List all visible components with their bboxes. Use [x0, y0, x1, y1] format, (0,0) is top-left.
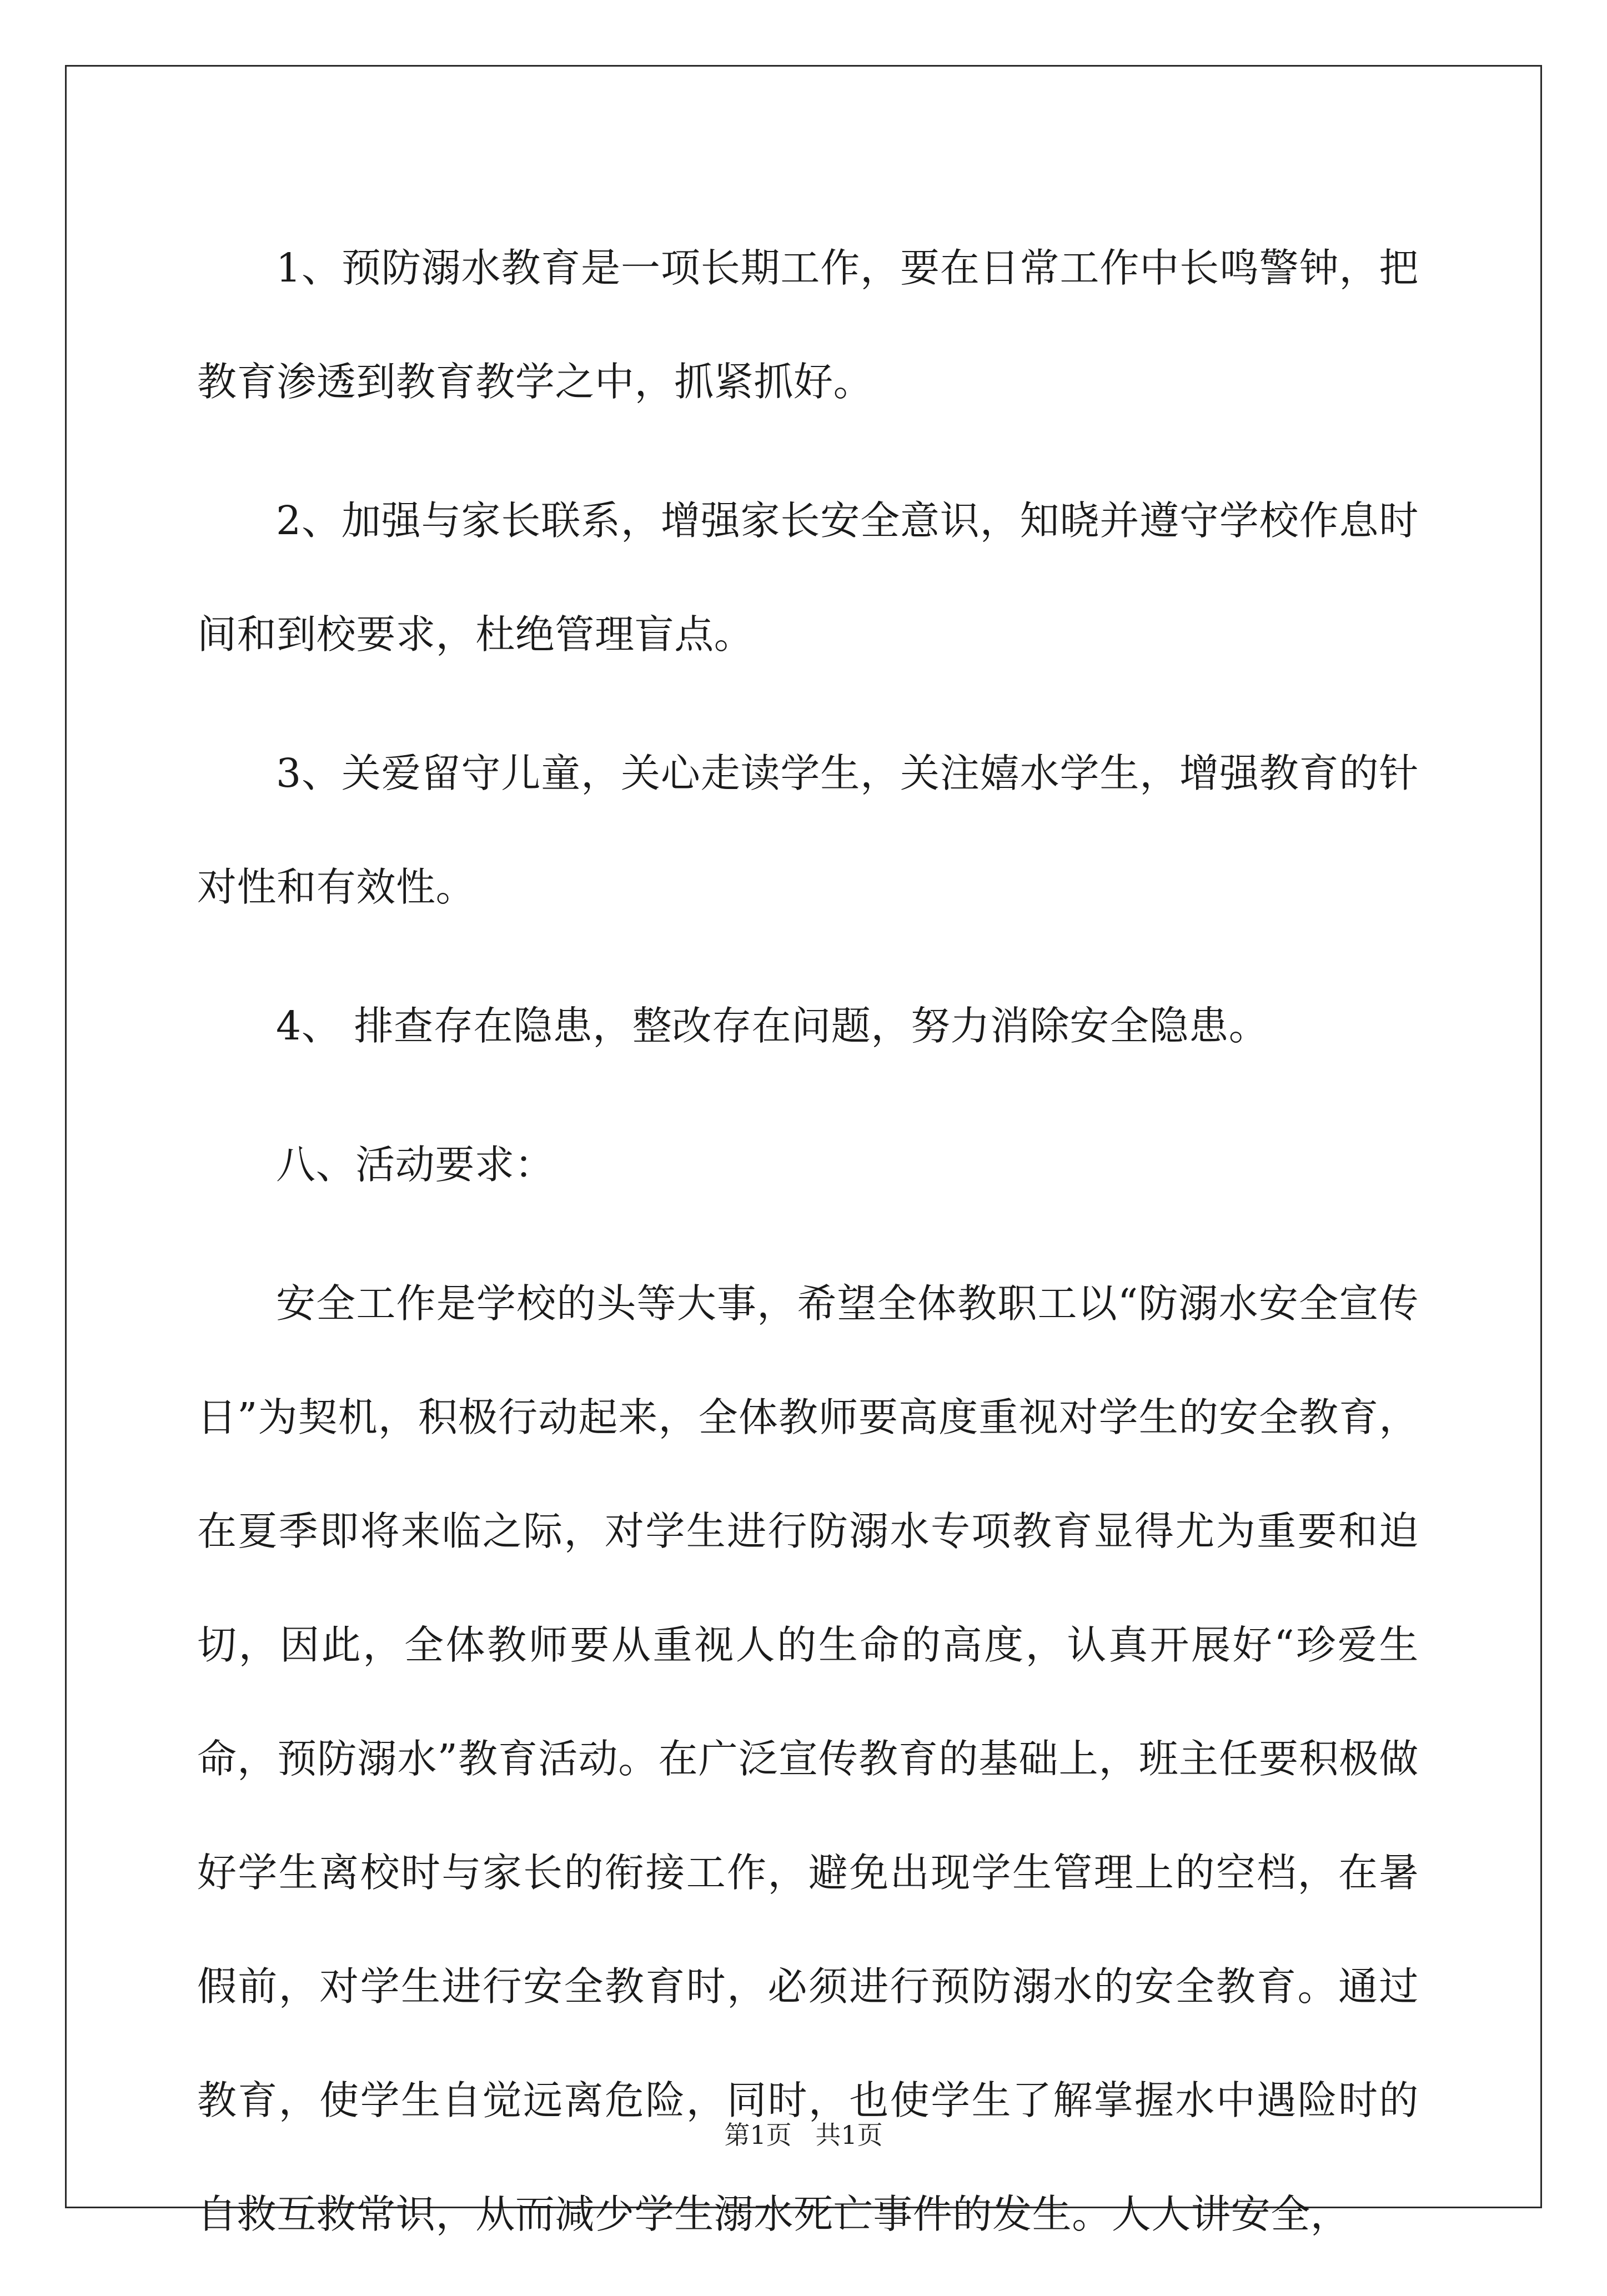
paragraph-2: 2、加强与家长联系，增强家长安全意识，知晓并遵守学校作息时间和到校要求，杜绝管理盲点。 [197, 498, 1419, 657]
page-number-total: 共1页 [815, 2120, 883, 2150]
document-body [197, 211, 1419, 2296]
page-number-current: 第1页 [724, 2120, 792, 2150]
paragraph-4: 4、 排查存在隐患，整改存在问题，努力消除安全隐患。 [276, 1003, 1269, 1049]
paragraph-1: 1、预防溺水教育是一项长期工作，要在日常工作中长鸣警钟，把教育渗透到教育教学之中，抓紧抓好。 [197, 245, 1419, 405]
paragraph-3: 3、关爱留守儿童，关心走读学生，关注嬉水学生，增强教育的针对性和有效性。 [197, 750, 1419, 910]
page-footer [0, 2118, 1607, 2152]
paragraph-activity-requirements: 安全工作是学校的头等大事，希望全体教职工以“防溺水安全宣传日”为契机，积极行动起来，全体教师要高度重视对学生的安全教育，在夏季即将来临之际，对学生进行防溺水专项教育显得尤为重要和迫切，因此，全体教师要从重视人的生命的高度，认真开展好“珍爱生命，预防溺水”教育活动。在广泛宣传教育的基础上，班主任要积极做好学生离校时与家长的衔接工作，避免出现学生管理上的空档，在暑假前，对学生进行安全教育时，必须进行预防溺水的安全教育。通过教育，使学生自觉远离危险，同时，也使学生了解掌握水中遇险时的自救互救常识，从而减少学生溺水死亡事件的发生。人人讲安全， [197, 1280, 1419, 2237]
section-heading: 八、活动要求： [276, 1142, 555, 1188]
